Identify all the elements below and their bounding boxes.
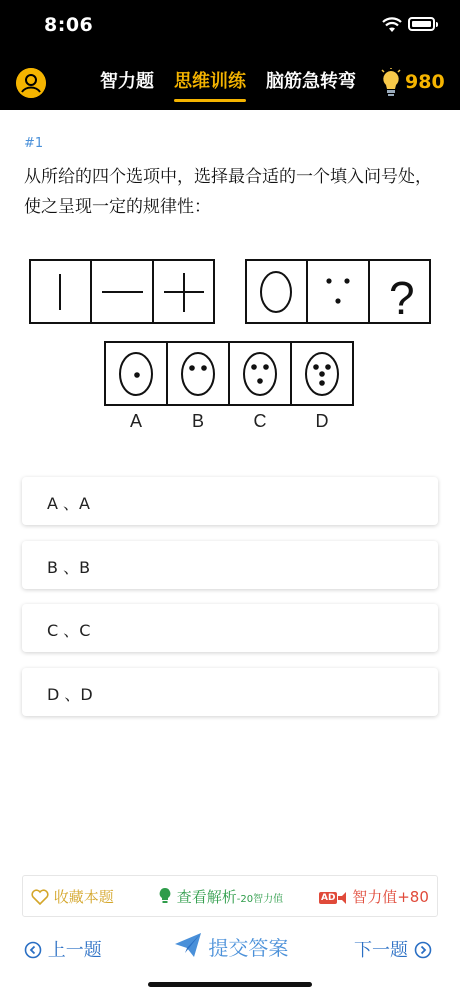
view-analysis-button[interactable] (158, 886, 283, 907)
heart-icon (31, 889, 49, 905)
option-c-label: C 、C (47, 621, 91, 640)
watch-ad-button[interactable] (319, 886, 429, 907)
option-c[interactable] (22, 604, 438, 652)
submit-label: 提交答案 (208, 936, 289, 960)
coin-count: 980 (405, 71, 445, 93)
cell-three-dots (326, 278, 349, 303)
question-number: #1 (24, 136, 44, 151)
option-b-label: B 、B (47, 558, 91, 577)
battery-icon (408, 17, 435, 31)
question-mark-cell: ? (389, 272, 415, 324)
figure-letter-a: A (129, 411, 143, 431)
home-indicator (148, 982, 312, 987)
question-text: 从所给的四个选项中，选择最合适的一个填入问号处，使之呈现一定的规律性： (24, 167, 432, 217)
puzzle-figure (0, 250, 460, 440)
figure-letter-c: C (253, 411, 267, 431)
status-bar (0, 12, 460, 40)
chevron-right-circle-icon (414, 941, 432, 959)
lightbulb-icon (380, 68, 402, 98)
cell-circle (261, 272, 291, 312)
video-icon (337, 891, 347, 905)
bottom-nav (0, 928, 460, 968)
prev-question-button[interactable] (24, 936, 102, 962)
wifi-icon (382, 17, 402, 33)
puzzle-options (105, 342, 353, 405)
tab-brain-teasers[interactable]: 脑筋急转弯 (266, 71, 356, 92)
status-time: 8:06 (44, 14, 94, 36)
option-dots (134, 364, 331, 386)
prev-label: 上一题 (47, 940, 102, 961)
next-label: 下一题 (354, 940, 408, 961)
action-bar (22, 875, 438, 917)
next-question-button[interactable] (354, 936, 432, 962)
analysis-label: 查看解析 (176, 888, 237, 906)
option-a[interactable] (22, 477, 438, 525)
ad-reward-label: 智力值+80 (352, 888, 429, 906)
submit-answer-button[interactable] (174, 932, 288, 961)
favorite-label: 收藏本题 (53, 888, 114, 906)
option-b[interactable] (22, 541, 438, 589)
tab-iq-questions[interactable]: 智力题 (100, 71, 154, 92)
figure-letter-d: D (315, 411, 329, 431)
chevron-left-circle-icon (24, 941, 42, 959)
puzzle-left-group (30, 260, 214, 323)
analysis-cost: -20智力值 (236, 894, 284, 905)
favorite-button[interactable] (31, 886, 114, 907)
top-header (0, 0, 460, 110)
option-d[interactable] (22, 668, 438, 716)
tab-thinking-training[interactable]: 思维训练 (174, 67, 246, 93)
top-nav (0, 60, 460, 104)
figure-letter-b: B (191, 411, 205, 431)
bulb-icon (158, 887, 172, 905)
option-a-label: A 、A (47, 494, 90, 513)
send-icon (174, 932, 202, 958)
ad-badge: AD (321, 893, 336, 903)
option-d-label: D 、D (47, 685, 93, 704)
user-avatar-icon[interactable] (16, 68, 46, 98)
